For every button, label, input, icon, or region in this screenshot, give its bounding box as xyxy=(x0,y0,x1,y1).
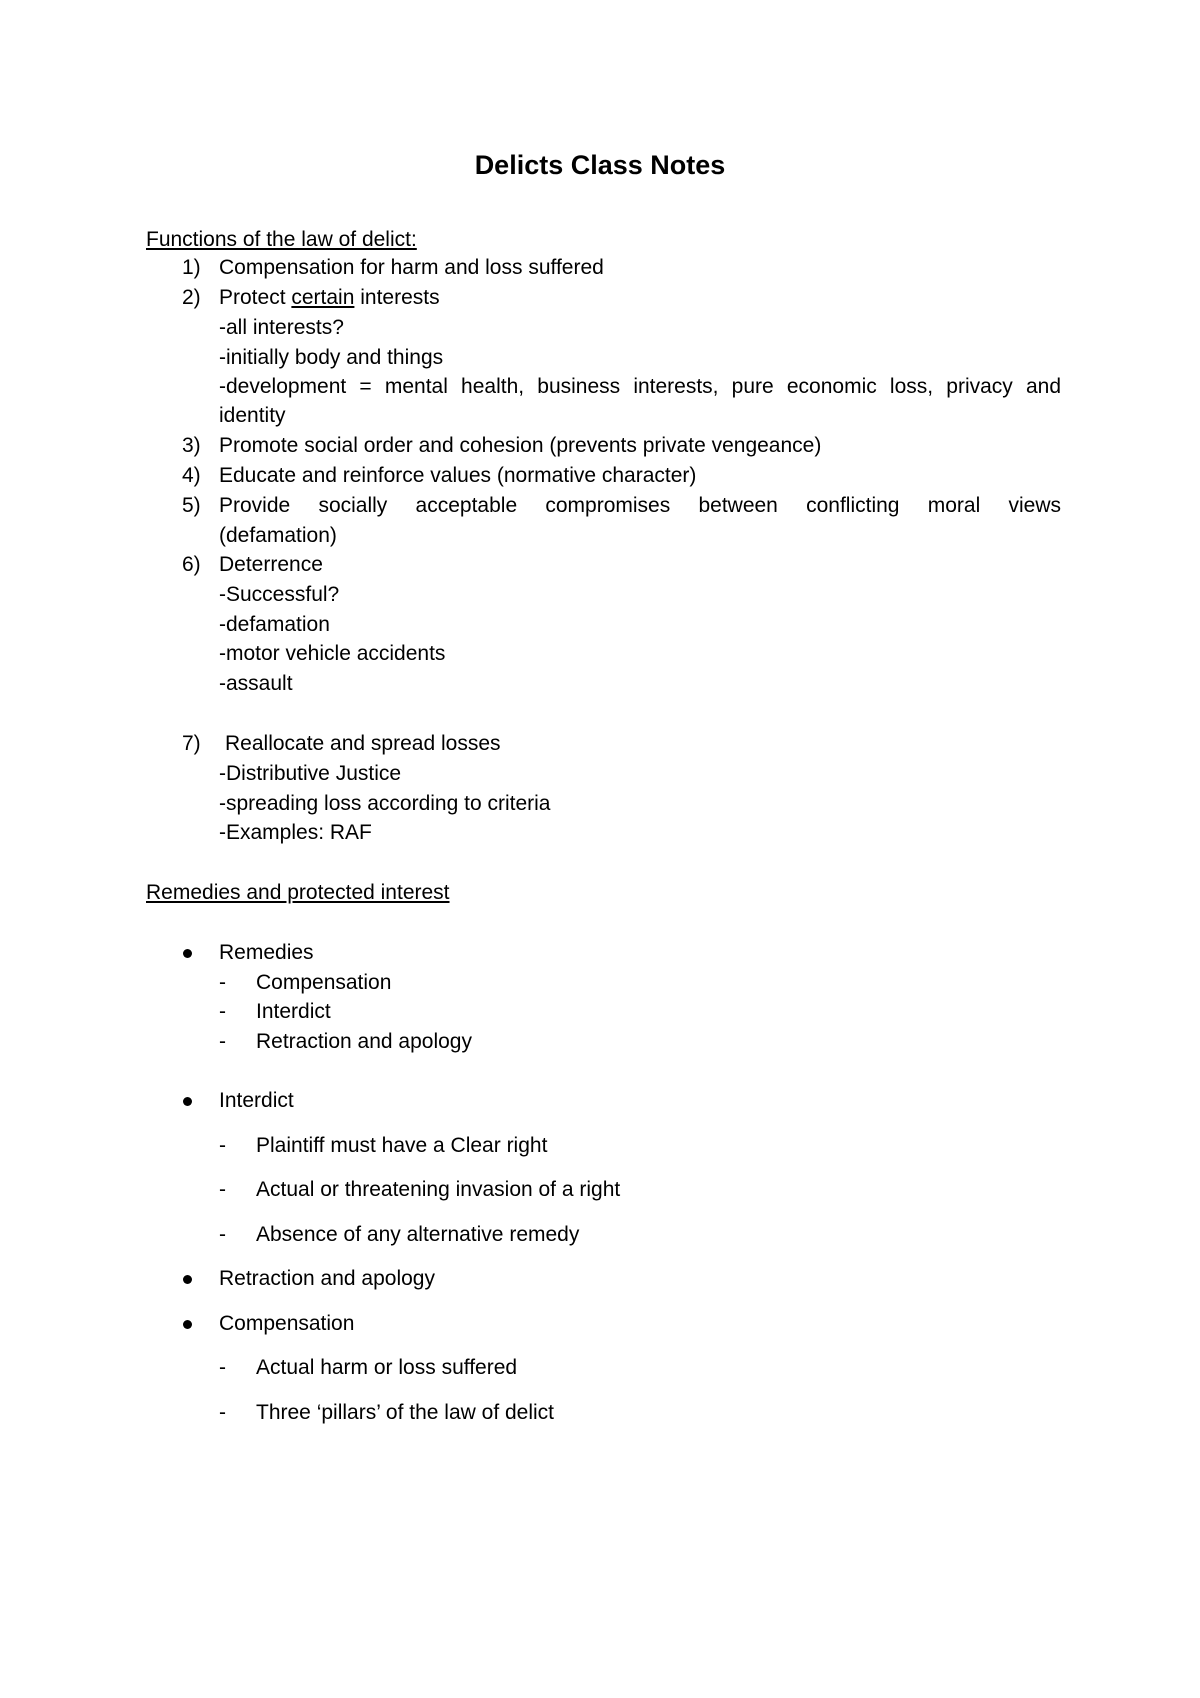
sub-item: Absence of any alternative remedy xyxy=(256,1223,580,1246)
remedies-heading: Remedies and protected interest xyxy=(146,881,450,904)
bullet-item: Remedies xyxy=(219,941,314,964)
sub-item: -spreading loss according to criteria xyxy=(219,792,551,815)
sub-item: -motor vehicle accidents xyxy=(219,642,446,665)
sub-item: Three ‘pillars’ of the law of delict xyxy=(256,1401,555,1424)
list-number: 6) xyxy=(182,553,201,576)
list-number: 2) xyxy=(182,286,201,309)
underlined-word: certain xyxy=(291,286,355,309)
sub-item: -all interests? xyxy=(219,316,344,339)
bullet-item: Retraction and apology xyxy=(219,1267,435,1290)
bullet-icon xyxy=(183,1320,192,1329)
bullet-icon xyxy=(183,1275,192,1284)
dash-marker: - xyxy=(219,1030,226,1053)
sub-item: Plaintiff must have a Clear right xyxy=(256,1134,548,1157)
sub-item: -initially body and things xyxy=(219,346,444,369)
list-number: 4) xyxy=(182,464,201,487)
list-item: Promote social order and cohesion (prevents private vengeance) xyxy=(219,434,822,457)
sub-item: -development = mental health, business interests, pure economic loss, privacy and xyxy=(219,375,1061,398)
sub-item: Interdict xyxy=(256,1000,331,1023)
sub-item: Actual or threatening invasion of a right xyxy=(256,1178,621,1201)
dash-marker: - xyxy=(219,1356,226,1379)
list-item-text: Protect xyxy=(219,286,292,309)
list-number: 7) xyxy=(182,732,201,755)
sub-item: Actual harm or loss suffered xyxy=(256,1356,518,1379)
sub-item: -Distributive Justice xyxy=(219,762,402,785)
dash-marker: - xyxy=(219,1134,226,1157)
list-number: 5) xyxy=(182,494,201,517)
dash-marker: - xyxy=(219,1223,226,1246)
page-title: Delicts Class Notes xyxy=(474,150,726,180)
list-item-text: interests xyxy=(354,286,440,309)
dash-marker: - xyxy=(219,1000,226,1023)
dash-marker: - xyxy=(219,1178,226,1201)
bullet-icon xyxy=(183,949,192,958)
list-number: 3) xyxy=(182,434,201,457)
bullet-item: Interdict xyxy=(219,1089,294,1112)
sub-item: -defamation xyxy=(219,613,330,636)
list-item xyxy=(219,284,440,312)
list-item: Compensation for harm and loss suffered xyxy=(219,256,604,279)
sub-item: Retraction and apology xyxy=(256,1030,472,1053)
list-item: Reallocate and spread losses xyxy=(225,732,501,755)
list-number: 1) xyxy=(182,256,201,279)
sub-item: -assault xyxy=(219,672,293,695)
sub-item: identity xyxy=(219,404,286,427)
list-item: Provide socially acceptable compromises between conflicting moral views xyxy=(219,494,1061,517)
list-item-continued: (defamation) xyxy=(219,524,337,547)
dash-marker: - xyxy=(219,1401,226,1424)
sub-item: Compensation xyxy=(256,971,392,994)
sub-item: -Examples: RAF xyxy=(219,821,372,844)
list-item: Deterrence xyxy=(219,553,323,576)
sub-item: -Successful? xyxy=(219,583,340,606)
dash-marker: - xyxy=(219,971,226,994)
bullet-icon xyxy=(183,1097,192,1106)
bullet-item: Compensation xyxy=(219,1312,355,1335)
list-item: Educate and reinforce values (normative character) xyxy=(219,464,697,487)
functions-heading: Functions of the law of delict: xyxy=(146,228,417,251)
